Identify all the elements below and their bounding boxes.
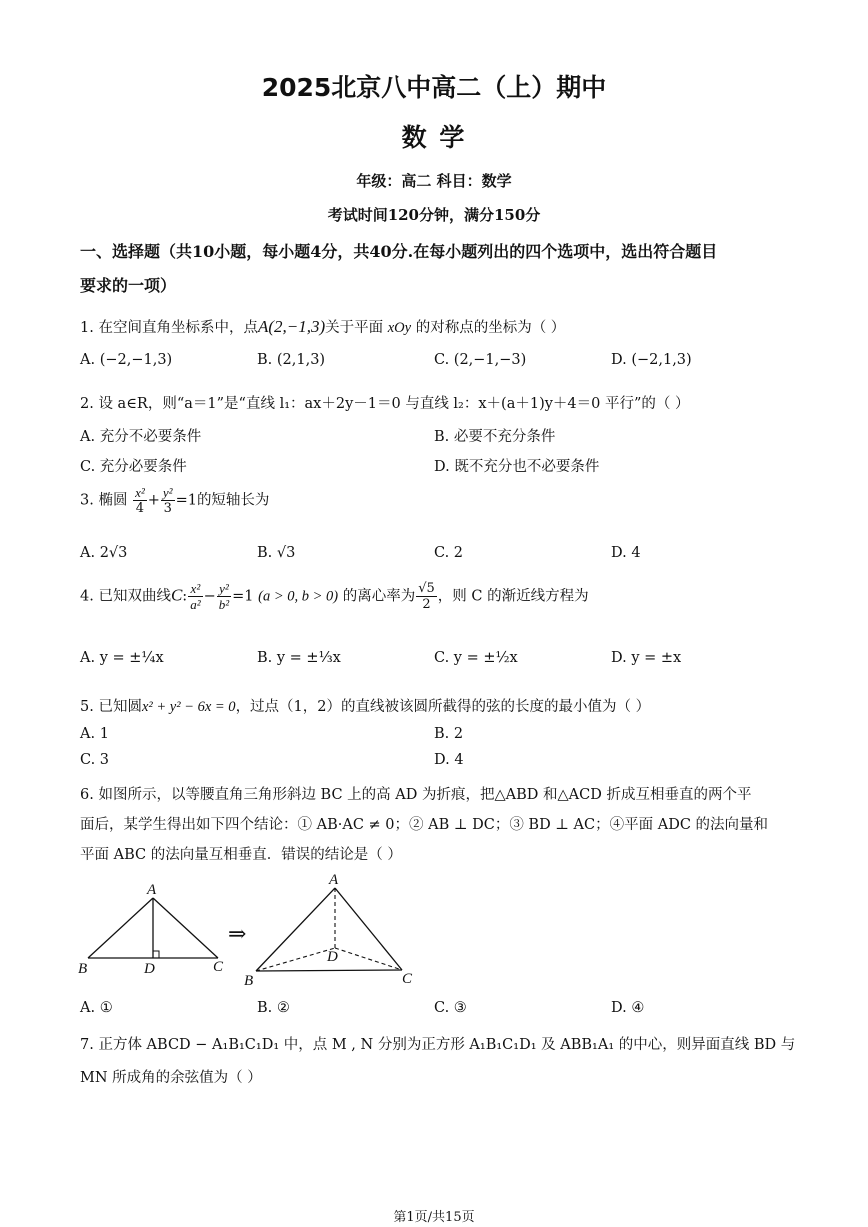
q3-option-a: A. 2√3 <box>80 545 128 561</box>
q4-option-c: C. y = ±½x <box>434 650 518 666</box>
fraction-x2-over-4: $\frac{\text{x²}}{4}$ <box>135 485 145 516</box>
label-a-right: A <box>329 872 339 888</box>
q1-option-d: D. (−2,1,3) <box>611 352 692 368</box>
q4-option-a: A. y = ±¼x <box>80 650 164 666</box>
q5-option-a: A. 1 <box>80 726 109 742</box>
fraction-y2-over-3: $\frac{\text{y²}}{3}$ <box>162 485 173 516</box>
label-c-left: C <box>213 959 224 975</box>
q6-option-c: C. ③ <box>434 1000 467 1016</box>
q1-option-b: B. (2,1,3) <box>257 352 326 368</box>
q2-option-b: B. 必要不充分条件 <box>434 429 556 445</box>
flat-triangle <box>78 882 224 977</box>
q2-option-c: C. 充分必要条件 <box>80 459 187 475</box>
q6-folding-figure <box>70 870 450 995</box>
question-7-line2: MN 所成角的余弦值为（ ） <box>80 1070 262 1086</box>
arrow-icon: ⇒ <box>228 921 247 946</box>
label-c-right: C <box>402 971 413 987</box>
label-d-right: D <box>327 949 338 965</box>
q6-option-d: D. ④ <box>611 1000 645 1016</box>
question-4: 4. 已知双曲线C: $\frac{\text{x²}}{\text{a²}}$ − $\frac{\text{y²}}{\text{b²}}$ =1 (a > 0, b > 0) 的离心率为 $\frac{√5}{2}$ ，则 C 的渐近线方程为 <box>80 581 589 612</box>
grade-subject-line: 年级：高二 科目：数学 <box>356 172 512 190</box>
question-6-line1: 6. 如图所示，以等腰直角三角形斜边 BC 上的高 AD 为折痕，把△ABD 和△ACD 折成互相垂直的两个平 <box>80 787 752 803</box>
exam-time-line: 考试时间120分钟，满分150分 <box>327 206 541 224</box>
question-6-line2: 面后，某学生得出如下四个结论：① AB·AC ≠ 0；② AB ⊥ DC；③ BD ⊥ AC；④平面 ADC 的法向量和 <box>80 817 769 833</box>
question-3: 3. 椭圆 $\frac{\text{x²}}{4}$ + $\frac{\text{y²}}{3}$ =1的短轴长为 <box>80 485 270 516</box>
fraction-y2-over-b2: $\frac{\text{y²}}{\text{b²}}$ <box>218 581 230 612</box>
section-heading-line1: 一、选择题（共10小题，每小题4分，共40分.在每小题列出的四个选项中，选出符合题目 <box>80 242 718 261</box>
q1-option-c: C. (2,−1,−3) <box>434 352 527 368</box>
q4-option-b: B. y = ±⅓x <box>257 650 341 666</box>
q6-option-b: B. ② <box>257 1000 290 1016</box>
page-title: 2025北京八中高二（上）期中 <box>261 73 607 102</box>
question-7-line1: 7. 正方体 ABCD − A₁B₁C₁D₁ 中，点 M , N 分别为正方形 A₁B₁C₁D₁ 及 ABB₁A₁ 的中心，则异面直线 BD 与 <box>80 1037 796 1053</box>
subject-title: 数 学 <box>401 123 467 152</box>
q6-option-a: A. ① <box>80 1000 113 1016</box>
q3-option-c: C. 2 <box>434 545 464 561</box>
section-heading-line2: 要求的一项） <box>80 276 177 295</box>
question-1: 1. 在空间直角坐标系中，点A(2,−1,3)关于平面 xOy 的对称点的坐标为（ ） <box>80 317 566 336</box>
folded-pyramid <box>244 872 413 989</box>
label-a-left: A <box>147 882 157 898</box>
q4-option-d: D. y = ±x <box>611 650 682 666</box>
q3-option-d: D. 4 <box>611 545 641 561</box>
q5-option-c: C. 3 <box>80 752 110 768</box>
question-2: 2. 设 a∈R，则“a＝1”是“直线 l₁：ax＋2y－1＝0 与直线 l₂：x＋(a＋1)y＋4＝0 平行”的（ ） <box>80 396 690 412</box>
q2-option-d: D. 既不充分也不必要条件 <box>434 459 600 475</box>
q2-option-a: A. 充分不必要条件 <box>80 429 202 445</box>
q3-option-b: B. √3 <box>257 545 296 561</box>
label-b-left: B <box>78 961 88 977</box>
label-d-left: D <box>144 961 155 977</box>
fraction-root5-over-2: $\frac{√5}{2}$ <box>418 581 435 612</box>
question-6-line3: 平面 ABC 的法向量互相垂直．错误的结论是（ ） <box>80 847 402 863</box>
q5-option-d: D. 4 <box>434 752 464 768</box>
question-5: 5. 已知圆x² + y² − 6x = 0，过点（1，2）的直线被该圆所截得的弦的长度的最小值为（ ） <box>80 699 651 715</box>
q5-option-b: B. 2 <box>434 726 464 742</box>
page-footer: 第1页/共15页 <box>393 1210 475 1225</box>
q1-option-a: A. (−2,−1,3) <box>80 352 173 368</box>
label-b-right: B <box>244 973 254 989</box>
fraction-x2-over-a2: $\frac{\text{x²}}{\text{a²}}$ <box>190 581 201 612</box>
